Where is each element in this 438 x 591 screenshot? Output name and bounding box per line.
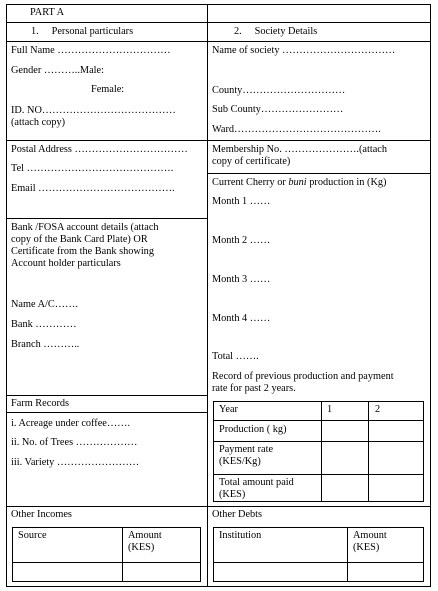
part-title: PART A	[30, 7, 65, 18]
record-header-1: 1	[327, 404, 333, 415]
postal-address-field[interactable]: Postal Address ……………………………	[11, 144, 188, 155]
month-1-field[interactable]: Month 1 ……	[212, 196, 271, 207]
incomes-col-amount: Amount	[128, 530, 162, 541]
acreage-field[interactable]: i. Acreage under coffee…….	[11, 418, 131, 429]
female-option[interactable]: Female:	[91, 84, 125, 95]
record-row-payment-line-2: (KES/Kg)	[219, 456, 261, 467]
bank-details-line-1: Bank /FOSA account details (attach	[11, 222, 159, 233]
record-header-2: 2	[375, 404, 381, 415]
membership-note: copy of certificate)	[212, 156, 291, 167]
month-2-field[interactable]: Month 2 ……	[212, 235, 271, 246]
incomes-col-amount-unit: (KES)	[128, 542, 155, 553]
record-row-total-line-1: Total amount paid	[219, 477, 294, 488]
other-incomes-title: Other Incomes	[11, 509, 72, 520]
ward-field[interactable]: Ward…………………………………….	[212, 124, 381, 135]
record-heading-line-1: Record of previous production and payment	[212, 371, 394, 382]
production-heading: Current Cherry or buni production in (Kg)	[212, 177, 387, 188]
branch-field[interactable]: Branch ………..	[11, 339, 80, 350]
section-personal-heading: 1. Personal particulars	[31, 26, 134, 37]
variety-field[interactable]: iii. Variety ……………………	[11, 457, 140, 468]
debts-col-amount: Amount	[353, 530, 387, 541]
debts-col-amount-unit: (KES)	[353, 542, 380, 553]
attach-copy-note: (attach copy)	[11, 117, 66, 128]
section-society-heading: 2. Society Details	[234, 26, 318, 37]
debts-col-institution: Institution	[219, 530, 262, 541]
month-3-field[interactable]: Month 3 ……	[212, 274, 271, 285]
record-header-year: Year	[219, 404, 238, 415]
full-name-field[interactable]: Full Name ……………………………	[11, 45, 171, 56]
record-heading-line-2: rate for past 2 years.	[212, 383, 296, 394]
total-field[interactable]: Total …….	[212, 351, 259, 362]
bank-field[interactable]: Bank …………	[11, 319, 77, 330]
other-debts-title: Other Debts	[212, 509, 263, 520]
incomes-col-source: Source	[18, 530, 47, 541]
record-row-payment-line-1: Payment rate	[219, 444, 274, 455]
id-number-field[interactable]: ID. NO…………………………………	[11, 105, 176, 116]
gender-field[interactable]: Gender ………..Male:	[11, 65, 104, 76]
bank-details-line-2: copy of the Bank Card Plate) OR	[11, 234, 148, 245]
record-row-total-line-2: (KES)	[219, 489, 246, 500]
county-field[interactable]: County…………………………	[212, 85, 346, 96]
name-ac-field[interactable]: Name A/C…….	[11, 299, 78, 310]
farm-records-title: Farm Records	[11, 398, 70, 409]
sub-county-field[interactable]: Sub County……………………	[212, 104, 344, 115]
society-name-field[interactable]: Name of society ……………………………	[212, 45, 396, 56]
email-field[interactable]: Email ………………………………….	[11, 183, 175, 194]
month-4-field[interactable]: Month 4 ……	[212, 313, 271, 324]
bank-details-line-4: Account holder particulars	[11, 258, 121, 269]
record-row-production: Production ( kg)	[219, 424, 287, 435]
membership-field[interactable]: Membership No. ………………….(attach	[212, 144, 388, 155]
trees-field[interactable]: ii. No. of Trees ………………	[11, 437, 138, 448]
bank-details-line-3: Certificate from the Bank showing	[11, 246, 154, 257]
tel-field[interactable]: Tel …………………………………….	[11, 163, 174, 174]
